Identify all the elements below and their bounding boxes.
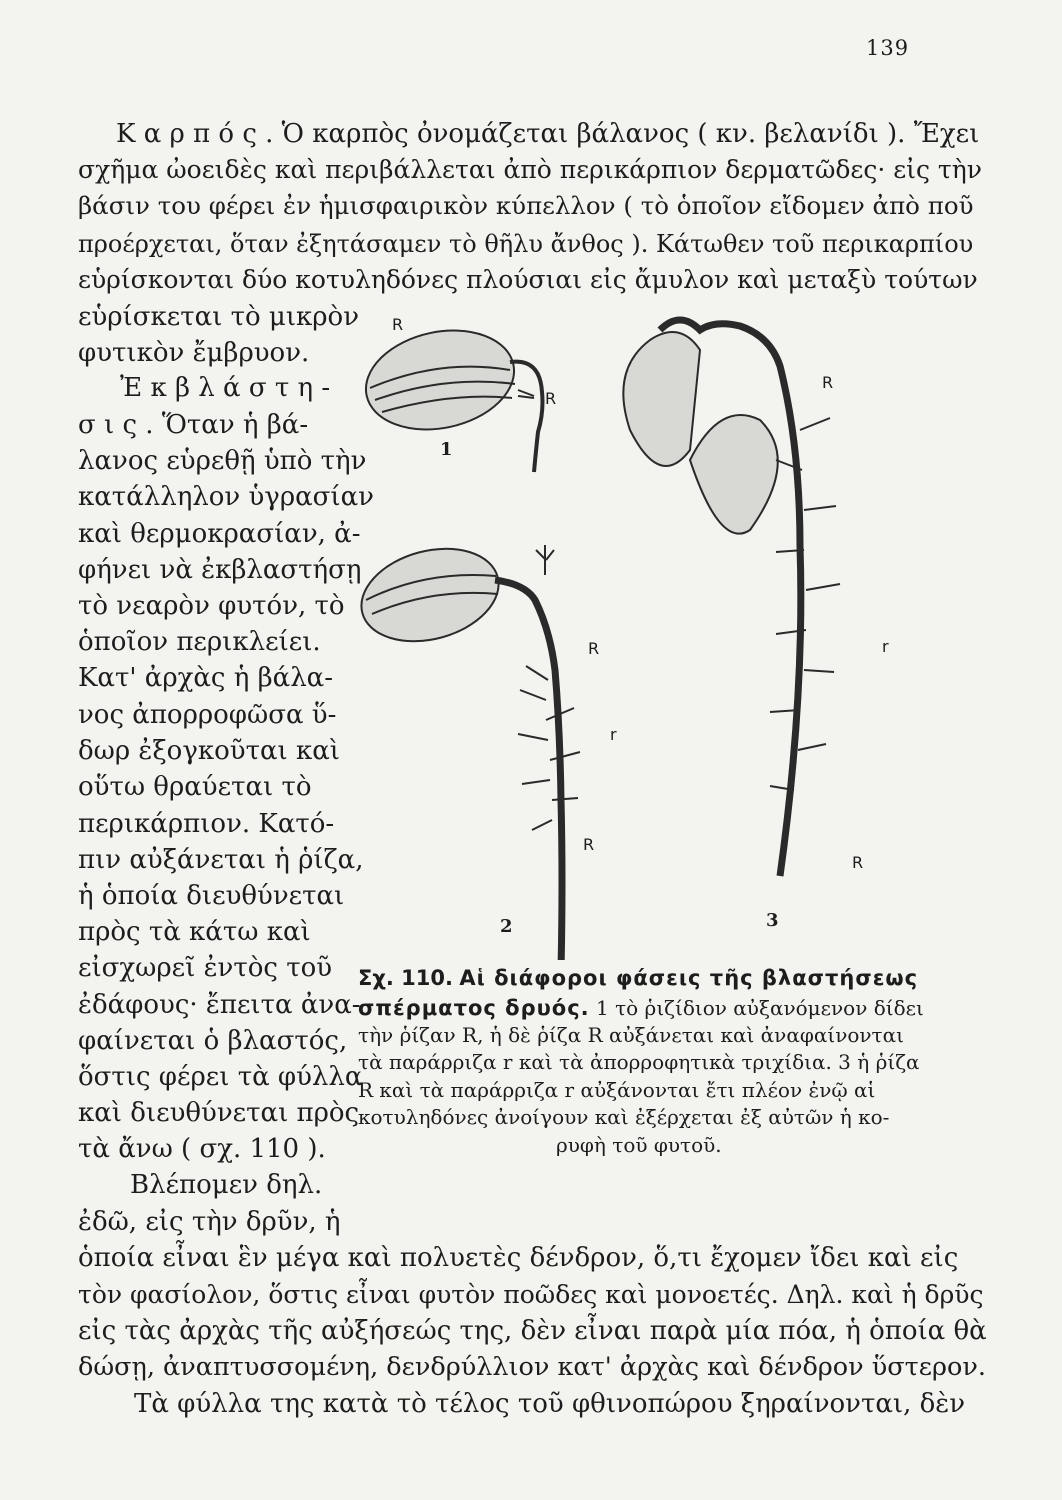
caption-text: τὴν ῥίζαν R, ἡ δὲ ῥίζα R αὐξάνεται καὶ ἀναφαίνονται (358, 1023, 904, 1047)
text-line: περικάρπιον. Κατό- (78, 809, 335, 839)
text-line: φυτικὸν ἔμβρυον. (78, 338, 310, 368)
label-2: 2 (500, 916, 513, 937)
text-line: νος ἀπορροφῶσα ὕ- (78, 700, 337, 730)
label-R-stage1: R (392, 315, 404, 334)
text-line: φήνει νὰ ἐκβλαστήσῃ (78, 555, 362, 585)
text-line: πρὸς τὰ κάτω καὶ (78, 917, 311, 947)
stage-3-drawing (623, 320, 840, 876)
text-line: τὸν φασίολον, ὅστις εἶναι φυτὸν ποῶδες καὶ μονοετές. Δηλ. καὶ ἡ δρῦς (78, 1280, 984, 1309)
text-line: ὁποῖον περικλείει. (78, 627, 321, 657)
text-line: Κ α ρ π ό ς . Ὁ καρπὸς ὀνομάζεται βάλανος ( κν. βελανίδι ). Ἔχει (116, 119, 980, 149)
text-line: ἐδάφους· ἔπειτα ἀνα- (78, 990, 361, 1020)
caption-title-cont: σπέρματος δρυός. (358, 996, 590, 1020)
text-line: εὑρίσκονται δύο κοτυληδόνες πλούσιαι εἰς ἄμυλον καὶ μεταξὺ τούτων (78, 265, 978, 294)
text-line: βάσιν του φέρει ἐν ἡμισφαιρικὸν κύπελλον ( τὸ ὁποῖον εἴδομεν ἀπὸ ποῦ (78, 191, 974, 220)
label-R-stage1b: R (545, 389, 557, 408)
text-line: Βλέπομεν δηλ. (130, 1170, 323, 1200)
text-line: Τὰ φύλλα της κατὰ τὸ τέλος τοῦ φθινοπώρου ξηραίνονται, δὲν (134, 1389, 966, 1419)
text-line: ἐδῶ, εἰς τὴν δρῦν, ἡ (78, 1207, 341, 1237)
text-line: εἰς τὰς ἀρχὰς τῆς αὐξήσεώς της, δὲν εἶναι παρὰ μία πόα, ἡ ὁποία θὰ (78, 1316, 987, 1346)
text-line: ὅστις φέρει τὰ φύλλα (78, 1062, 363, 1092)
caption-text: κοτυληδόνες ἀνοίγουν καὶ ἐξέρχεται ἐξ αὐτῶν ἡ κο- (358, 1105, 890, 1129)
caption-text: τὰ παράρριζα r καὶ τὰ ἀπορροφητικὰ τριχίδια. 3 ἡ ῥίζα (358, 1050, 920, 1074)
stage-2-drawing (351, 534, 580, 960)
label-3: 3 (766, 910, 779, 931)
text-line: δώσῃ, ἀναπτυσσομένη, δενδρύλλιον κατ' ἀρχὰς καὶ δένδρον ὕστερον. (78, 1352, 986, 1382)
figure-number: Σχ. 110. (358, 966, 453, 990)
text-line: εἰσχωρεῖ ἐντὸς τοῦ (78, 953, 333, 983)
caption-text: ρυφὴ τοῦ φυτοῦ. (556, 1133, 722, 1157)
text-line: τὸ νεαρὸν φυτόν, τὸ (78, 591, 345, 621)
text-line: κατάλληλον ὑγρασίαν (78, 482, 374, 512)
text-line: Κατ' ἀρχὰς ἡ βάλα- (78, 663, 334, 693)
page-number: 139 (866, 36, 910, 60)
text-line: ἡ ὁποία διευθύνεται (78, 881, 345, 911)
text-line: φαίνεται ὁ βλαστός, (78, 1026, 348, 1056)
label-R-stage3a: R (822, 373, 834, 392)
text-line: σχῆμα ὠοειδὲς καὶ περιβάλλεται ἀπὸ περικάρπιον δερματῶδες· εἰς τὴν (78, 155, 982, 184)
label-r-stage2: r (610, 725, 617, 744)
text-line: καὶ θερμοκρασίαν, ἀ- (78, 519, 361, 549)
text-line: πιν αὐξάνεται ἡ ῥίζα, (78, 845, 364, 875)
text-line: προέρχεται, ὅταν ἐξητάσαμεν τὸ θῆλυ ἄνθος ). Κάτωθεν τοῦ περικαρπίου (78, 230, 974, 258)
text-line: καὶ διευθύνεται πρὸς (78, 1098, 360, 1128)
text-line: ὁποία εἶναι ἓν μέγα καὶ πολυετὲς δένδρον, ὅ,τι ἔχομεν ἴδει καὶ εἰς (78, 1243, 959, 1273)
text-line: σ ι ς . Ὅταν ἡ βά- (78, 410, 309, 440)
label-1: 1 (440, 439, 453, 460)
caption-text: 1 τὸ ῥιζίδιον αὐξανόμενον δίδει (596, 996, 924, 1020)
text-line: δωρ ἐξογκοῦται καὶ (78, 736, 340, 766)
text-line: τὰ ἄνω ( σχ. 110 ). (78, 1134, 326, 1164)
acorn-germination-illustration (330, 300, 930, 960)
label-r-stage3: r (882, 637, 889, 656)
text-line: οὕτω θραύεται τὸ (78, 772, 312, 802)
label-R-stage3b: R (852, 853, 864, 872)
caption-text: R καὶ τὰ παράρριζα r αὐξάνονται ἔτι πλέον ἐνῷ αἱ (358, 1078, 876, 1102)
label-R-stage2a: R (588, 639, 600, 658)
caption-title: Αἱ διάφοροι φάσεις τῆς βλαστήσεως (459, 966, 919, 990)
text-line: λανος εὑρεθῇ ὑπὸ τὴν (78, 446, 367, 476)
text-line: Ἐ κ β λ ά σ τ η - (120, 373, 331, 403)
label-R-stage2b: R (583, 835, 595, 854)
text-line: εὑρίσκεται τὸ μικρὸν (78, 302, 360, 332)
